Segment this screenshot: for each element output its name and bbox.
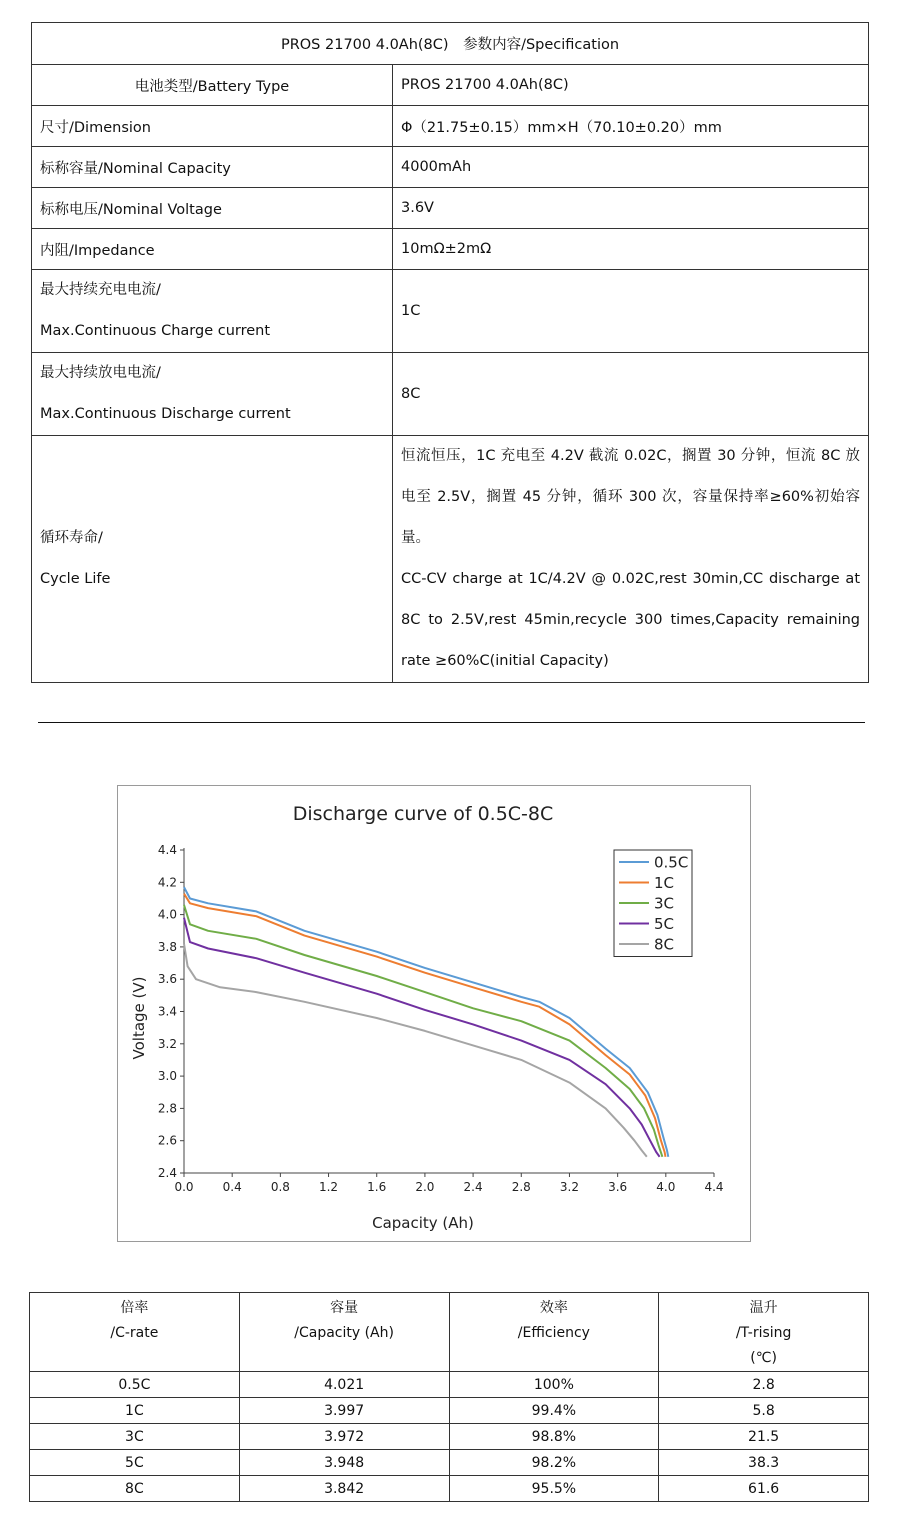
spec-key: 内阻/Impedance	[32, 229, 393, 270]
performance-cell: 2.8	[659, 1372, 869, 1398]
spec-key: 尺寸/Dimension	[32, 106, 393, 147]
performance-cell: 95.5%	[449, 1476, 659, 1502]
spec-row-dimension	[32, 106, 869, 147]
performance-cell: 100%	[449, 1372, 659, 1398]
x-tick-label: 3.2	[559, 1180, 580, 1194]
series-line-5c	[184, 918, 660, 1157]
x-tick-label: 2.0	[415, 1180, 435, 1194]
performance-header-cell	[659, 1293, 869, 1372]
y-tick-label: 4.2	[157, 875, 177, 890]
cycle-description-cn: 恒流恒压，1C 充电至 4.2V 截流 0.02C，搁置 30 分钟，恒流 8C 放电至 2.5V，搁置 45 分钟，循环 300 次，容量保持率≥60%初始容量。	[401, 448, 861, 546]
performance-cell: 3.842	[239, 1476, 449, 1502]
spec-key: 标称容量/Nominal Capacity	[32, 147, 393, 188]
spec-value: PROS 21700 4.0Ah(8C)	[393, 65, 869, 106]
performance-cell: 1C	[30, 1398, 240, 1424]
spec-key-cn: 最大持续放电电流/	[40, 365, 161, 381]
cycle-description-en: CC-CV charge at 1C/4.2V @ 0.02C,rest 30min,CC discharge at 8C to 2.5V,rest 45min,recycle 300 times,Capacity remaining rate ≥60%C(initial Capacity)	[401, 571, 861, 669]
performance-row	[30, 1372, 869, 1398]
header-line: 温升	[749, 1300, 778, 1316]
performance-cell: 8C	[30, 1476, 240, 1502]
y-tick-label: 3.6	[157, 972, 177, 987]
spec-row-charge-current	[32, 270, 869, 353]
spec-row-battery-type	[32, 65, 869, 106]
spec-table-title: PROS 21700 4.0Ah(8C) 参数内容/Specification	[32, 23, 869, 65]
header-line: 容量	[330, 1300, 359, 1316]
performance-cell: 38.3	[659, 1450, 869, 1476]
spec-value: Φ（21.75±0.15）mm×H（70.10±0.20）mm	[393, 106, 869, 147]
legend-label: 3C	[654, 894, 675, 913]
spec-key-en: Max.Continuous Discharge current	[40, 406, 291, 422]
y-tick-label: 3.2	[157, 1036, 177, 1051]
x-tick-label: 1.2	[318, 1180, 339, 1194]
performance-row	[30, 1476, 869, 1502]
performance-cell: 3.997	[239, 1398, 449, 1424]
header-line: (℃)	[750, 1350, 777, 1366]
y-tick-label: 4.0	[157, 907, 177, 922]
x-tick-label: 3.6	[608, 1180, 628, 1194]
x-tick-label: 1.6	[367, 1180, 387, 1194]
spec-key: 标称电压/Nominal Voltage	[32, 188, 393, 229]
performance-cell: 21.5	[659, 1424, 869, 1450]
performance-cell: 99.4%	[449, 1398, 659, 1424]
spec-key-en: Max.Continuous Charge current	[40, 323, 271, 339]
x-tick-label: 0.8	[270, 1180, 290, 1194]
chart-series	[184, 887, 668, 1157]
spec-value: 8C	[393, 353, 869, 436]
spec-key-cn: 循环寿命/	[40, 530, 103, 546]
specification-table	[31, 22, 869, 683]
chart-title: Discharge curve of 0.5C-8C	[292, 803, 554, 825]
y-tick-label: 3.8	[157, 939, 177, 954]
spec-value: 1C	[393, 270, 869, 353]
series-line-8c	[184, 944, 647, 1157]
x-tick-label: 0.0	[174, 1180, 194, 1194]
performance-cell: 5.8	[659, 1398, 869, 1424]
series-line-05c	[184, 887, 668, 1157]
spec-row-cycle-life	[32, 436, 869, 683]
header-line: /C-rate	[110, 1325, 159, 1341]
performance-cell: 3.972	[239, 1424, 449, 1450]
performance-cell: 3.948	[239, 1450, 449, 1476]
header-line: 效率	[539, 1300, 568, 1316]
performance-header-cell	[30, 1293, 240, 1372]
legend-label: 1C	[654, 874, 675, 892]
performance-table	[29, 1292, 869, 1502]
performance-cell: 0.5C	[30, 1372, 240, 1398]
section-divider	[38, 722, 865, 723]
y-tick-label: 2.8	[157, 1101, 177, 1116]
x-tick-label: 4.0	[656, 1180, 676, 1194]
x-axis-label: Capacity (Ah)	[372, 1214, 474, 1232]
performance-cell: 98.8%	[449, 1424, 659, 1450]
performance-cell: 98.2%	[449, 1450, 659, 1476]
spec-key-en: Cycle Life	[40, 571, 111, 587]
y-axis-label: Voltage (V)	[130, 976, 148, 1060]
performance-row	[30, 1424, 869, 1450]
y-tick-label: 3.4	[157, 1004, 177, 1019]
performance-cell: 61.6	[659, 1476, 869, 1502]
x-tick-label: 2.8	[511, 1180, 531, 1194]
spec-value: 10mΩ±2mΩ	[393, 229, 869, 270]
spec-row-nominal-voltage	[32, 188, 869, 229]
performance-header-cell	[239, 1293, 449, 1372]
discharge-chart-svg	[118, 786, 750, 1241]
series-line-1c	[184, 894, 666, 1157]
performance-row	[30, 1450, 869, 1476]
spec-key	[32, 436, 393, 683]
performance-cell: 5C	[30, 1450, 240, 1476]
spec-key-cn: 最大持续充电电流/	[40, 282, 161, 298]
y-tick-label: 2.6	[157, 1133, 177, 1148]
legend-label: 0.5C	[654, 853, 689, 872]
header-line: /T-rising	[735, 1325, 792, 1341]
y-tick-label: 2.4	[157, 1166, 177, 1180]
header-line: 倍率	[120, 1300, 149, 1316]
discharge-chart	[117, 785, 751, 1242]
performance-header-cell	[449, 1293, 659, 1372]
spec-key	[32, 270, 393, 353]
spec-row-discharge-current	[32, 353, 869, 436]
x-tick-label: 4.4	[704, 1180, 724, 1194]
spec-value: 3.6V	[393, 188, 869, 229]
header-line: /Efficiency	[517, 1325, 590, 1341]
performance-header-row	[30, 1293, 869, 1372]
legend-label: 5C	[654, 915, 675, 933]
header-line: /Capacity (Ah)	[294, 1325, 394, 1341]
performance-row	[30, 1398, 869, 1424]
spec-value	[393, 436, 869, 683]
chart-legend	[614, 850, 692, 957]
spec-key	[32, 353, 393, 436]
y-tick-label: 3.0	[157, 1069, 177, 1084]
spec-value: 4000mAh	[393, 147, 869, 188]
spec-row-nominal-capacity	[32, 147, 869, 188]
legend-label: 8C	[654, 935, 675, 954]
y-tick-label: 4.4	[157, 843, 177, 857]
spec-key: 电池类型/Battery Type	[32, 65, 393, 106]
x-tick-label: 2.4	[463, 1180, 483, 1194]
spec-row-impedance	[32, 229, 869, 270]
performance-cell: 4.021	[239, 1372, 449, 1398]
x-tick-label: 0.4	[222, 1180, 242, 1194]
performance-cell: 3C	[30, 1424, 240, 1450]
